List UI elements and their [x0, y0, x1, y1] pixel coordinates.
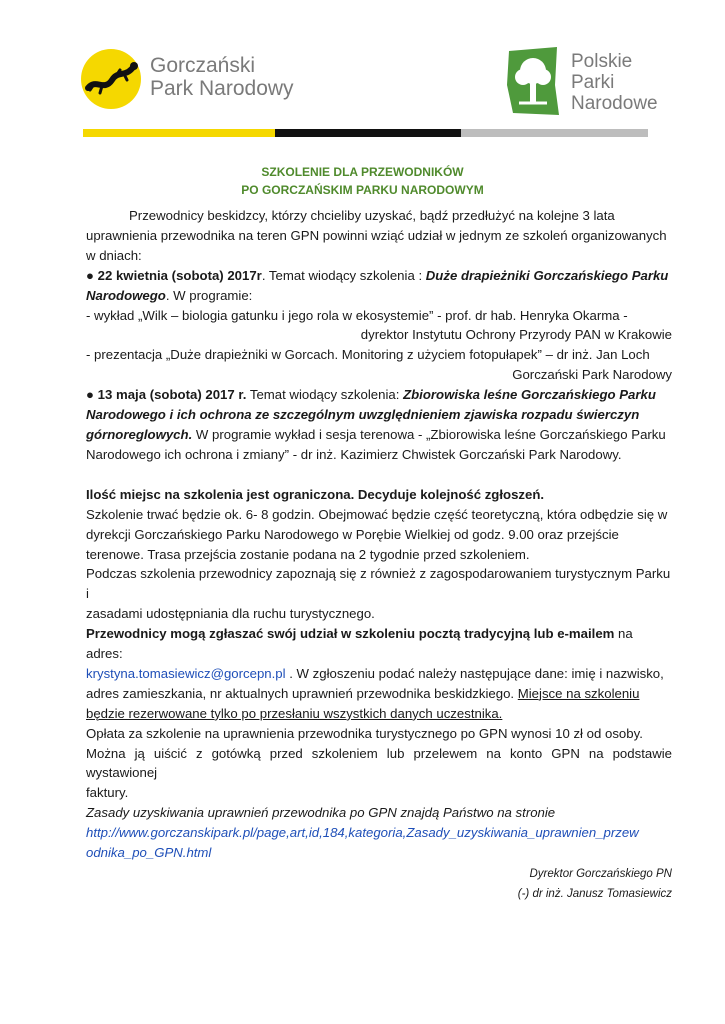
rules-url-link-a[interactable]: http://www.gorczanskipark.pl/page,art,id,184,kategoria,Zasady_uzyskiwania_uprawnien_przew — [86, 825, 639, 841]
session1-label: . Temat wiodący szkolenia : — [261, 267, 426, 283]
intro-line3: w dniach: — [86, 247, 142, 263]
limit-notice-text: Ilość miejsc na szkolenia jest ograniczona. Decyduje kolejność zgłoszeń. — [86, 486, 545, 502]
title-line2: PO GORCZAŃSKIM PARKU NARODOWYM — [241, 183, 484, 197]
tree-icon — [505, 45, 561, 117]
duration-line2: dyrekcji Gorczańskiego Parku Narodowego w Porębie Wielkiej od godz. 9.00 oraz przejście — [86, 526, 619, 542]
registration-address-text: adres zamieszkania, nr aktualnych uprawnień przewodnika beskidzkiego. — [86, 685, 518, 701]
rules-intro — [86, 803, 672, 823]
session2-date: 13 maja (sobota) 2017 r. — [97, 387, 247, 403]
session2-heading — [86, 385, 672, 405]
session2-topic-line2 — [86, 405, 672, 425]
signature-role: Dyrektor Gorczańskiego PN — [529, 868, 672, 880]
registration-bold: Przewodnicy mogą zgłaszać swój udział w szkoleniu pocztą tradycyjną lub e-mailem — [86, 626, 615, 642]
email-link[interactable]: krystyna.tomasiewicz@gorcepn.pl — [86, 665, 286, 681]
fee-line1: Opłata za szkolenie na uprawnienia przewodnika turystycznego po GPN wynosi 10 zł od osoby. — [86, 725, 643, 741]
session2-topic-line3 — [86, 425, 672, 445]
limit-notice — [86, 485, 672, 505]
fee-line3: faktury. — [86, 785, 129, 801]
registration-line4 — [86, 704, 672, 724]
session1-topic-line2 — [86, 286, 672, 306]
page-title — [0, 163, 725, 199]
rules-url-line1 — [86, 823, 672, 843]
session2-topic-b: Narodowego i ich ochrona ze szczególnym uwzględnieniem zjawiska rozpadu świerczyn — [86, 407, 640, 423]
registration-line3 — [86, 684, 672, 704]
bullet-icon: ● — [86, 387, 94, 403]
session1-topic-a: Duże drapieżniki Gorczańskiego Parku — [425, 267, 669, 283]
reservation-note-a: Miejsce na szkoleniu — [517, 685, 640, 701]
header-stripe — [83, 129, 648, 137]
registration-line2 — [86, 664, 672, 684]
tourism-line1: Podczas szkolenia przewodnicy zapoznają się z również z zagospodarowaniem turystycznym Parku i — [86, 566, 671, 602]
gpn-logo — [80, 48, 320, 118]
tourism-line2: zasadami udostępniania dla ruchu turystycznego. — [86, 606, 375, 622]
salamander-icon — [80, 48, 142, 110]
session1-presentation-affiliation: Gorczański Park Narodowy — [512, 367, 672, 383]
session1-lecture: - wykład „Wilk – biologia gatunku i jego rola w ekosystemie” - prof. dr hab. Henryka Okarma - — [86, 307, 628, 323]
duration-line1: Szkolenie trwać będzie ok. 6- 8 godzin. Obejmować będzie część teoretyczną, która odbędzie się w — [86, 506, 668, 522]
rules-intro-text: Zasady uzyskiwania uprawnień przewodnika po GPN znajdą Państwo na stronie — [86, 805, 556, 821]
registration-address-label: na adres: — [86, 626, 633, 662]
stripe-yellow — [83, 129, 275, 137]
session1-lecture-affiliation: dyrektor Instytutu Ochrony Przyrody PAN w Krakowie — [360, 327, 672, 343]
session2-program-a: W programie wykład i sesja terenowa - „Zbiorowiska leśne Gorczańskiego Parku — [192, 426, 666, 442]
session2-topic-c: górnoreglowych. — [86, 426, 193, 442]
fee-line2: Można ją uiścić z gotówką przed szkoleniem lub przelewem na konto GPN na podstawie wystawionej — [86, 745, 672, 781]
rules-url-link-b[interactable]: odnika_po_GPN.html — [86, 845, 212, 861]
intro-line1: Przewodnicy beskidzcy, którzy chcieliby uzyskać, bądź przedłużyć na kolejne 3 lata — [129, 208, 615, 223]
duration-line3: terenowe. Trasa przejścia zostanie podana na 2 tygodnie przed szkoleniem. — [86, 546, 530, 562]
ppn-logo-line1: Polskie — [571, 51, 633, 72]
stripe-gray — [461, 129, 648, 137]
session1-program: . W programie: — [165, 287, 253, 303]
session2-label: Temat wiodący szkolenia: — [246, 387, 404, 403]
stripe-black — [275, 129, 461, 137]
gpn-logo-line2: Park Narodowy — [150, 77, 294, 100]
document-body — [86, 206, 672, 863]
signature-name: (-) dr inż. Janusz Tomasiewicz — [517, 888, 672, 900]
ppn-logo-line3: Narodowe — [571, 93, 658, 114]
session1-topic-b: Narodowego — [86, 287, 166, 303]
session2-program-b: Narodowego ich ochrona i zmiany” - dr inż. Kazimierz Chwistek Gorczański Park Narodowy. — [86, 446, 622, 462]
signature — [518, 864, 672, 904]
title-line1: SZKOLENIE DLA PRZEWODNIKÓW — [261, 165, 464, 179]
ppn-logo-line2: Parki — [571, 72, 615, 93]
reservation-note-b: będzie rezerwowane tylko po przesłaniu wszystkich danych uczestnika. — [86, 705, 503, 721]
gpn-logo-line1: Gorczański — [150, 54, 256, 77]
session1-heading — [86, 266, 672, 286]
intro-line2: uprawnienia przewodnika na teren GPN powinni wziąć udział w jednym ze szkoleń organizowanych — [86, 227, 667, 243]
registration-data-text: . W zgłoszeniu podać należy następujące dane: imię i nazwisko, — [285, 665, 664, 681]
session1-date: 22 kwietnia (sobota) 2017r — [97, 267, 262, 283]
ppn-logo — [505, 45, 675, 125]
registration-line1 — [86, 624, 672, 664]
gpn-logo-text — [150, 54, 294, 100]
session1-presentation: - prezentacja „Duże drapieżniki w Gorcach. Monitoring z użyciem fotopułapek” – dr inż. Jan Loch — [86, 347, 650, 363]
rules-url-line2 — [86, 843, 672, 863]
ppn-logo-text — [571, 51, 658, 114]
bullet-icon: ● — [86, 267, 94, 283]
session2-topic-a: Zbiorowiska leśne Gorczańskiego Parku — [403, 387, 656, 403]
